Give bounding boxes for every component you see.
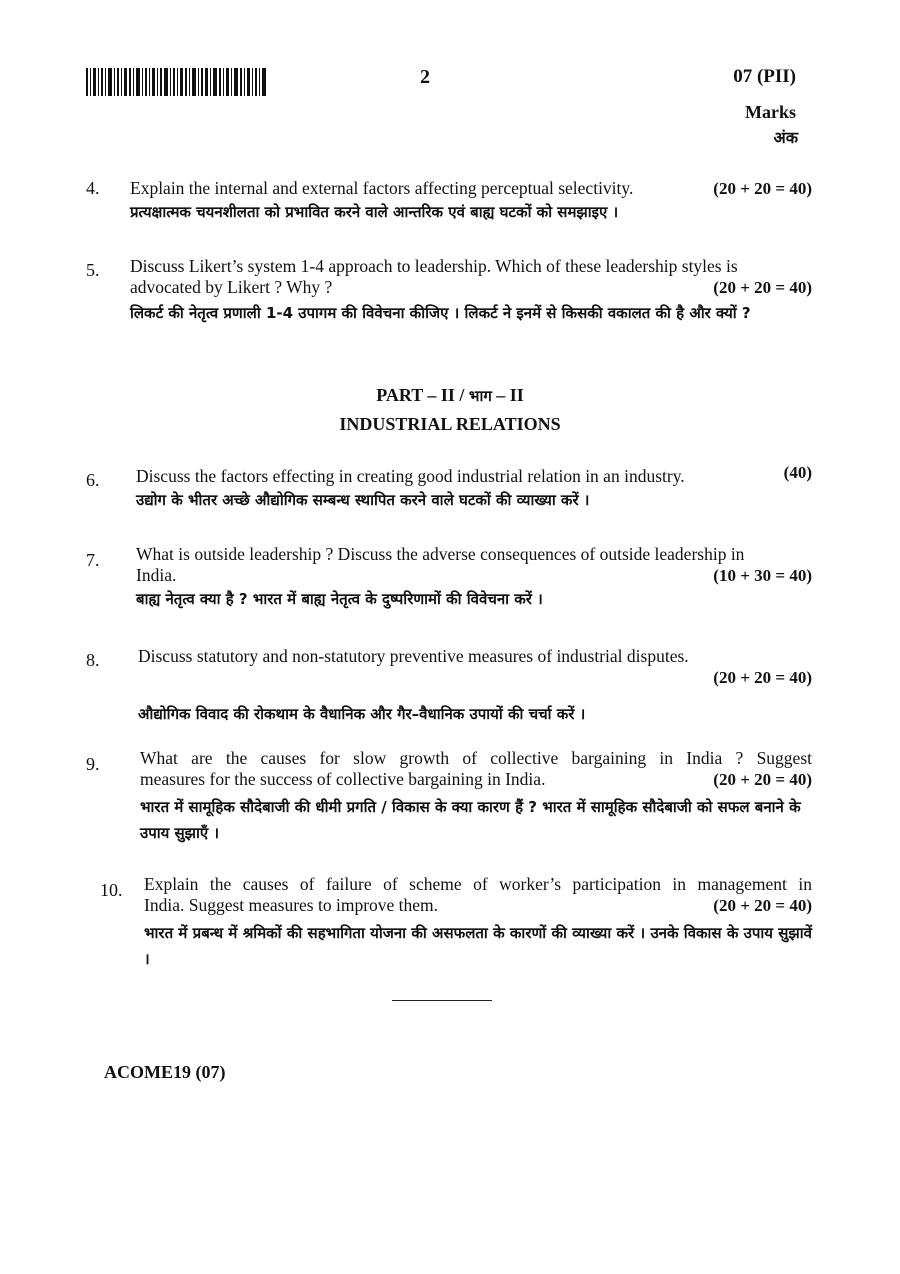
question-text-en: Discuss statutory and non-statutory preventive measures of industrial disputes. [138, 646, 689, 666]
question-marks: (10 + 30 = 40) [713, 566, 812, 585]
question-marks: (20 + 20 = 40) [713, 896, 812, 915]
question-number: 8. [86, 650, 100, 670]
question-5 [86, 256, 812, 360]
question-number: 4. [86, 178, 100, 198]
question-text-en: Discuss the factors effecting in creating good industrial relation in an industry. [136, 466, 685, 486]
question-number: 5. [86, 260, 100, 280]
question-9 [86, 748, 812, 848]
question-6 [86, 463, 812, 516]
question-10 [86, 874, 812, 978]
question-text-en-line2: advocated by Likert ? Why ? [130, 277, 333, 297]
footer-code: ACOME19 (07) [104, 1062, 226, 1082]
question-number: 6. [86, 470, 100, 490]
question-text-hi: भारत में सामूहिक सौदेबाजी की धीमी प्रगति / विकास के क्या कारण हैं ? भारत में सामूहिक सौदेबाजी को सफल बनाने के उपाय सुझाएँ । [140, 798, 801, 842]
question-text-en-line1: What are the causes for slow growth of collective bargaining in India ? Suggest [140, 748, 812, 768]
question-marks: (20 + 20 = 40) [713, 668, 812, 687]
question-number: 10. [100, 880, 123, 900]
barcode-image [86, 68, 266, 96]
question-marks: (20 + 20 = 40) [713, 179, 812, 198]
question-text-en-line2: India. Suggest measures to improve them. [144, 895, 439, 915]
marks-heading-en: Marks [745, 102, 796, 122]
question-number: 9. [86, 754, 100, 774]
part-heading [0, 385, 900, 406]
question-text-hi: औद्योगिक विवाद की रोकथाम के वैधानिक और गैर–वैधानिक उपायों की चर्चा करें । [138, 705, 586, 723]
question-8 [86, 646, 812, 723]
question-7 [86, 544, 812, 614]
end-divider [392, 1000, 492, 1001]
marks-heading-hi: अंक [773, 128, 798, 147]
page-number: 2 [420, 66, 430, 88]
paper-code: 07 (PII) [733, 66, 796, 87]
question-text-hi: भारत में प्रबन्ध में श्रमिकों की सहभागिता योजना की असफलता के कारणों की व्याख्या करें । उनके विकास के उपाय सुझावें । [144, 924, 812, 968]
question-text-en-line1: Discuss Likert’s system 1-4 approach to leadership. Which of these leadership styles is [130, 256, 738, 276]
part-heading-hi: भाग [468, 387, 492, 405]
question-marks: (20 + 20 = 40) [713, 770, 812, 789]
question-text-en-line1: Explain the causes of failure of scheme of worker’s participation in management in [144, 874, 812, 894]
question-text-hi: प्रत्यक्षात्मक चयनशीलता को प्रभावित करने वाले आन्तरिक एवं बाह्य घटकों को समझाइए । [130, 203, 619, 221]
question-text-hi: उद्योग के भीतर अच्छे औद्योगिक सम्बन्ध स्थापित करने वाले घटकों की व्याख्या करें । [136, 491, 590, 509]
question-marks: (40) [783, 463, 812, 482]
question-text-en-line1: What is outside leadership ? Discuss the adverse consequences of outside leadership in [136, 544, 745, 564]
section-subtitle: INDUSTRIAL RELATIONS [339, 414, 561, 434]
question-text-en: Explain the internal and external factors affecting perceptual selectivity. [130, 178, 634, 198]
question-4 [86, 178, 812, 228]
question-marks: (20 + 20 = 40) [713, 278, 812, 297]
part-heading-en: PART – II / [376, 385, 469, 405]
question-text-en-line2: measures for the success of collective bargaining in India. [140, 769, 546, 789]
part-heading-suffix: – II [491, 385, 524, 405]
question-text-hi: बाह्य नेतृत्व क्या है ? भारत में बाह्य नेतृत्व के दुष्परिणामों की विवेचना करें । [136, 590, 543, 608]
question-text-hi: लिकर्ट की नेतृत्व प्रणाली 1-4 उपागम की विवेचना कीजिए । लिकर्ट ने इनमें से किसकी वकालत की है और क्यों ? [130, 304, 751, 322]
question-number: 7. [86, 550, 100, 570]
question-text-en-line2: India. [136, 565, 177, 585]
